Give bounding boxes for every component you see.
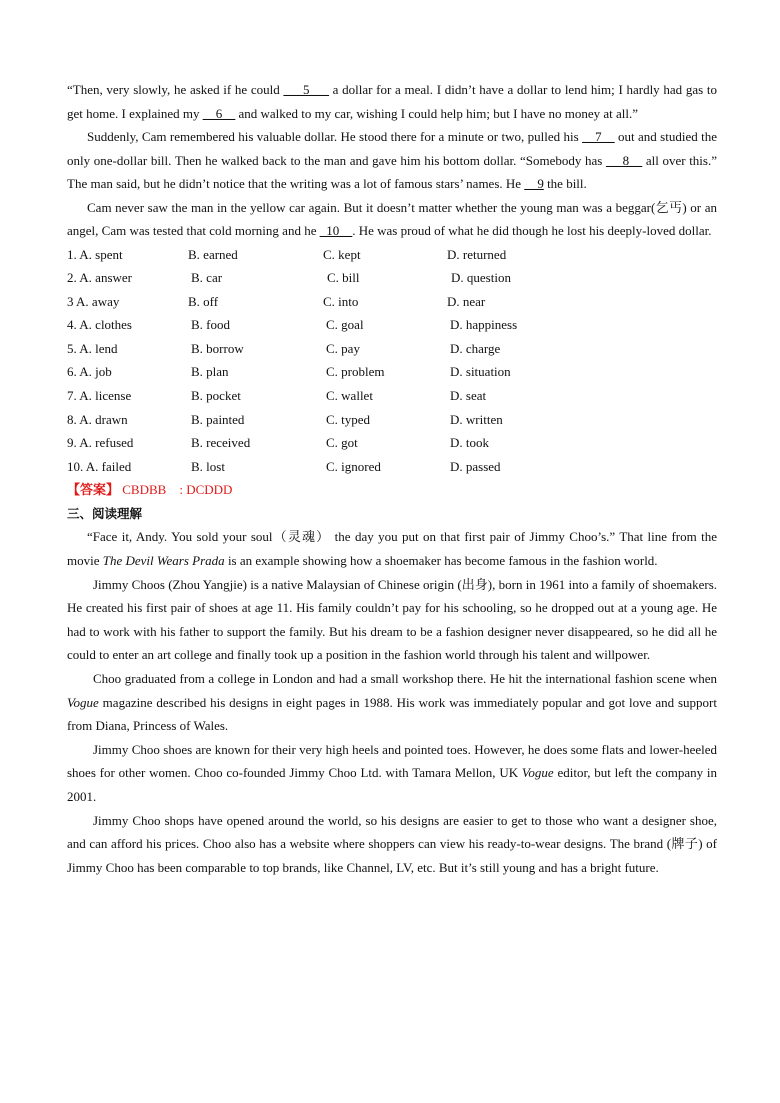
option-a: 6. A. job xyxy=(67,364,112,380)
cloze-paragraph-2 xyxy=(67,125,717,196)
section-title: 三、阅读理解 xyxy=(67,505,143,521)
option-d: D. seat xyxy=(450,388,487,404)
text-span: Suddenly, Cam remembered his valuable dollar. He stood there for a minute or two, pulled his xyxy=(87,129,583,144)
document-page xyxy=(67,78,717,879)
option-c: C. pay xyxy=(326,340,360,356)
option-c: C. ignored xyxy=(326,458,381,474)
option-b: B. pocket xyxy=(191,388,241,404)
option-d: D. situation xyxy=(450,364,511,380)
option-row xyxy=(67,243,717,267)
cloze-paragraph-1 xyxy=(67,78,717,125)
option-b: B. lost xyxy=(191,458,225,474)
option-b: B. earned xyxy=(188,246,238,262)
option-c: C. wallet xyxy=(326,388,373,404)
option-d: D. took xyxy=(450,435,489,451)
blank-6: __6__ xyxy=(202,105,236,121)
option-d: D. written xyxy=(450,411,503,427)
option-c: C. goal xyxy=(326,317,364,333)
reading-paragraph-3 xyxy=(67,667,717,738)
option-a: 1. A. spent xyxy=(67,246,123,262)
text-span: a dollar for a meal. I didn’t have a dollar to lend him; I hardly had gas to get home. I explained my xyxy=(67,82,717,121)
answer-label: 【答案】 xyxy=(67,482,120,498)
option-c: C. kept xyxy=(323,246,361,262)
option-a: 8. A. drawn xyxy=(67,411,128,427)
option-d: D. passed xyxy=(450,458,501,474)
option-d: D. near xyxy=(447,293,486,309)
option-d: D. happiness xyxy=(450,317,518,333)
blank-8: __ 8__ xyxy=(606,152,643,168)
option-c: C. bill xyxy=(327,270,360,286)
option-a: 9. A. refused xyxy=(67,435,134,451)
text-span: all over this.” The man said, but he didn’t notice that the writing was a lot of famous stars’ names. He xyxy=(67,152,717,191)
option-a: 10. A. failed xyxy=(67,458,132,474)
text-span: Choo graduated from a college in London and had a small workshop there. He hit the international fashion scene when xyxy=(93,671,717,686)
option-b: B. painted xyxy=(191,411,245,427)
option-a: 3 A. away xyxy=(67,293,120,309)
option-d: D. returned xyxy=(447,246,507,262)
options-list xyxy=(67,243,717,479)
option-row xyxy=(67,455,717,479)
option-b: B. food xyxy=(191,317,230,333)
option-b: B. off xyxy=(188,293,219,309)
option-c: C. got xyxy=(326,435,358,451)
option-c: C. problem xyxy=(326,364,385,380)
reading-paragraph-5: Jimmy Choo shops have opened around the world, so his designs are easier to get to those who want a designer shoe, and can afford his prices. Choo also has a website where shoppers can view his ready-to-wear designs. The brand (牌子) of Jimmy Choo has been comparable to top brands, like Channel, LV, etc. But it’s still young and has a bright future. xyxy=(67,812,717,875)
option-row xyxy=(67,384,717,408)
option-a: 4. A. clothes xyxy=(67,317,132,333)
option-row xyxy=(67,408,717,432)
option-row xyxy=(67,313,717,337)
magazine-title: Vogue xyxy=(67,694,99,710)
reading-paragraph-4 xyxy=(67,738,717,809)
option-d: D. charge xyxy=(450,340,501,356)
option-row xyxy=(67,431,717,455)
blank-9: __9 xyxy=(524,176,544,191)
text-span: Jimmy Choo shoes are known for their very high heels and pointed toes. However, he does some flats and lower-heeled shoes for other women. Choo co-founded Jimmy Choo Ltd. with Tamara Mellon, UK xyxy=(67,741,717,781)
option-b: B. borrow xyxy=(191,340,244,356)
text-span: “Then, very slowly, he asked if he could xyxy=(67,82,284,97)
text-span: out and studied the only one-dollar bill. Then he walked back to the man and gave him his bottom dollar. “Somebody has xyxy=(67,129,717,168)
option-c: C. into xyxy=(323,293,359,309)
answer-text: CBDBB : DCDDD xyxy=(119,482,233,498)
option-a: 7. A. license xyxy=(67,388,132,404)
option-row xyxy=(67,266,717,290)
movie-title: The Devil Wears Prada xyxy=(102,553,225,569)
reading-paragraph-1 xyxy=(67,525,717,572)
blank-10: _10__ xyxy=(319,223,353,238)
text-span: and walked to my car, wishing I could help him; but I have no money at all.” xyxy=(235,105,638,121)
cloze-paragraph-3 xyxy=(67,196,717,243)
option-b: B. car xyxy=(191,270,223,286)
answer-key xyxy=(67,478,717,502)
text-span: Cam never saw the man in the yellow car again. But it doesn’t matter whether the young man was a beggar(乞丐) or an angel, Cam was tested that cold morning and he xyxy=(67,199,717,238)
option-c: C. typed xyxy=(326,411,371,427)
text-span: . He was proud of what he did though he lost his deeply-loved dollar. xyxy=(352,223,712,238)
option-row xyxy=(67,290,717,314)
reading-paragraph-2: Jimmy Choos (Zhou Yangjie) is a native Malaysian of Chinese origin (出身), born in 1961 into a family of shoemakers. He created his first pair of shoes at age 11. His family couldn’t pay for his schooling, so he dropped out at a young age. He had to work with his father to support the family. But his dream to be a fashion designer never disappeared, so he did all he could to enter an art college and finally took up a position in the fashion world through his talent and willpower. xyxy=(67,576,717,663)
option-row xyxy=(67,360,717,384)
option-a: 5. A. lend xyxy=(67,340,118,356)
text-span: is an example showing how a shoemaker has become famous in the fashion world. xyxy=(224,553,658,569)
option-d: D. question xyxy=(451,270,511,286)
option-b: B. received xyxy=(191,435,251,451)
text-span: magazine described his designs in eight pages in 1988. His work was immediately popular and got love and support from Diana, Princess of Wales. xyxy=(67,694,717,734)
text-span: editor, but left the company in 2001. xyxy=(67,765,717,804)
magazine-title: Vogue xyxy=(521,765,554,781)
option-row xyxy=(67,337,717,361)
option-b: B. plan xyxy=(191,364,229,380)
blank-5: ___5___ xyxy=(283,82,329,97)
blank-7: __7__ xyxy=(582,129,615,144)
option-a: 2. A. answer xyxy=(67,270,132,286)
text-span: “Face it, Andy. You sold your soul（灵魂） the day you put on that first pair of Jimmy Choo’s.” That line from the movie xyxy=(67,529,717,569)
text-span: the bill. xyxy=(543,176,587,191)
